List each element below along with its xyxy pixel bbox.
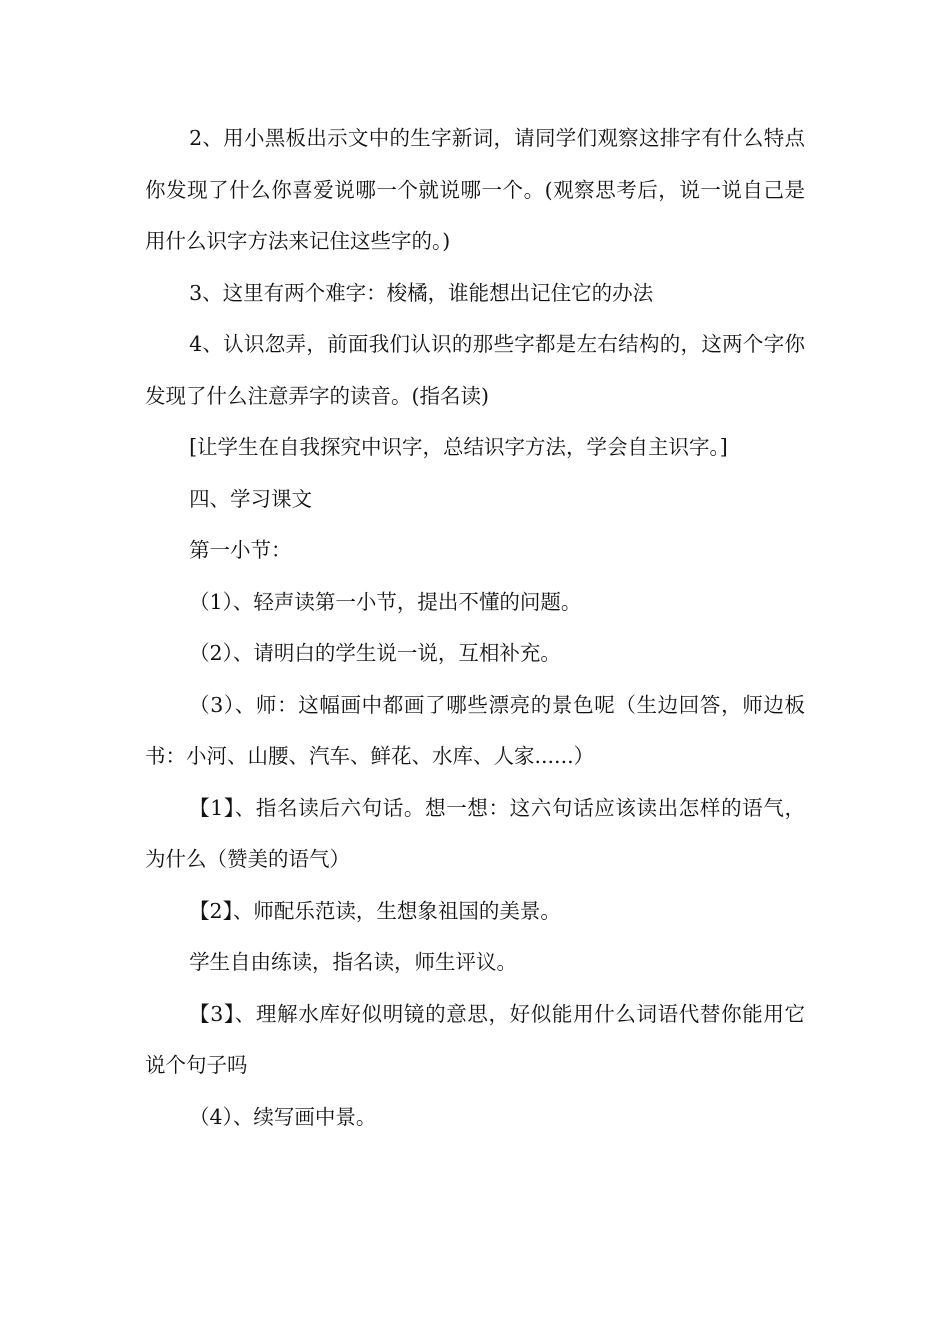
document-body: [145, 113, 805, 1143]
paragraph-10: 【1】、指名读后六句话。想一想：这六句话应该读出怎样的语气，为什么（赞美的语气）: [145, 795, 805, 871]
paragraph-12: 学生自由练读，指名读，师生评议。: [189, 950, 518, 974]
paragraph-4: [让学生在自我探究中识字，总结识字方法，学会自主识字。]: [189, 435, 728, 459]
paragraph-9: （3）、师：这幅画中都画了哪些漂亮的景色呢（生边回答，师边板书：小河、山腰、汽车、鲜花、水库、人家......）: [145, 692, 805, 768]
subsection-heading: 第一小节：: [189, 538, 292, 562]
paragraph-8: （2）、请明白的学生说一说，互相补充。: [189, 641, 561, 665]
paragraph-14: （4）、续写画中景。: [189, 1104, 377, 1129]
paragraph-13: 【3】、理解水库好似明镜的意思，好似能用什么词语代替你能用它说个句子吗: [145, 1001, 805, 1077]
section-heading: 四、学习课文: [189, 486, 313, 511]
paragraph-2: 3、这里有两个难字：梭橘，谁能想出记住它的办法: [189, 280, 654, 305]
paragraph-1: 2、用小黑板出示文中的生字新词，请同学们观察这排字有什么特点你发现了什么你喜爱说哪一个就说哪一个。(观察思考后，说一说自己是用什么识字方法来记住这些字的。): [145, 126, 805, 253]
paragraph-11: 【2】、师配乐范读，生想象祖国的美景。: [189, 898, 561, 923]
paragraph-3: 4、认识忽弄，前面我们认识的那些字都是左右结构的，这两个字你发现了什么注意弄字的读音。(指名读): [145, 332, 805, 408]
paragraph-7: （1）、轻声读第一小节，提出不懂的问题。: [189, 589, 582, 614]
